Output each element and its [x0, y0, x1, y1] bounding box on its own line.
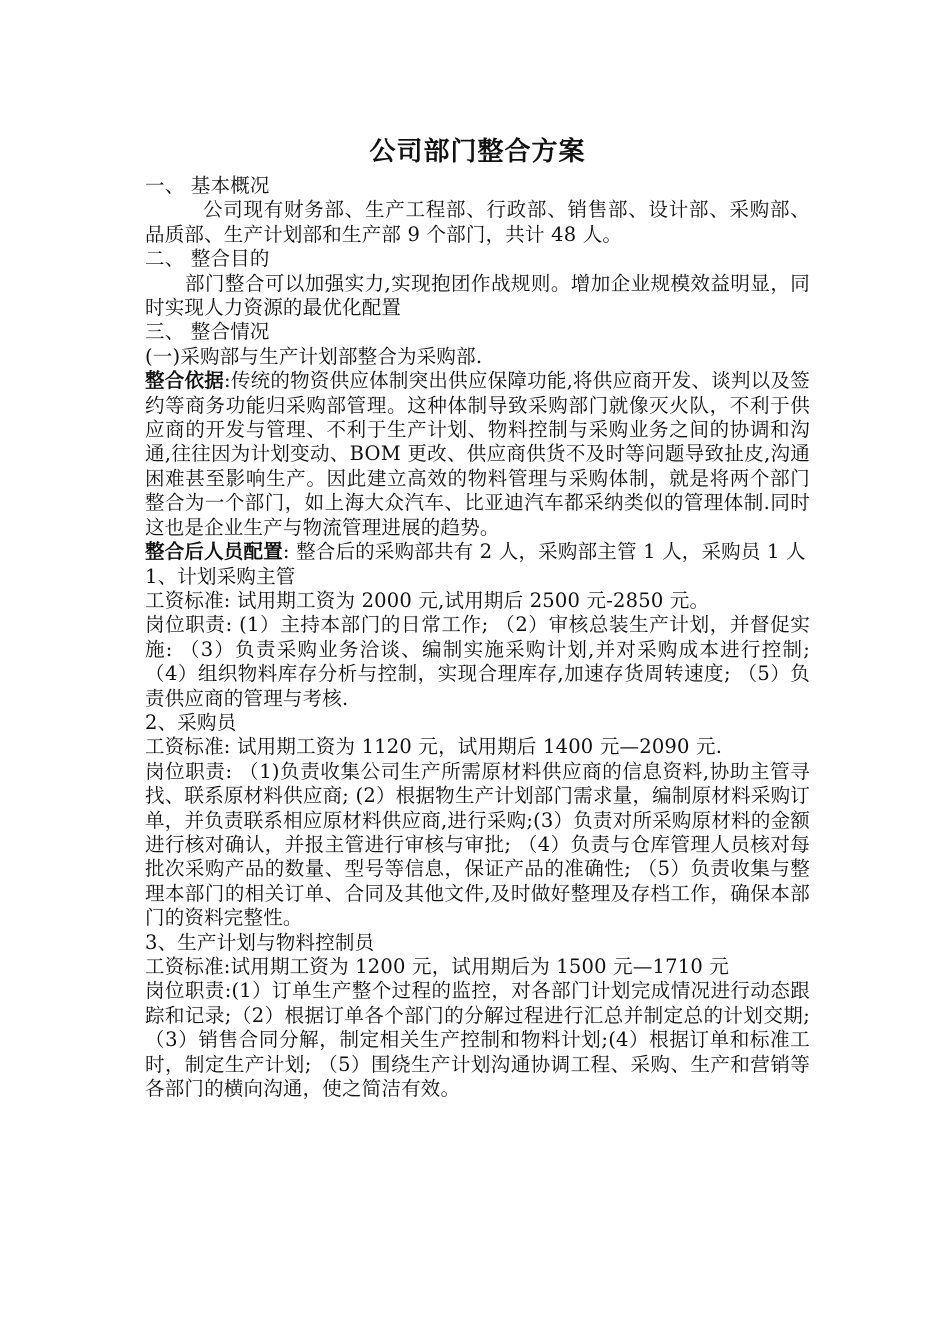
section-1-text: 公司现有财务部、生产工程部、行政部、销售部、设计部、采购部、品质部、生产计划部和生产部 9 个部门，共计 48 人。	[145, 198, 810, 246]
document-title: 公司部门整合方案	[369, 137, 586, 167]
role-1-salary: 工资标准: 试用期工资为 2000 元,试用期后 2500 元-2850 元。	[145, 588, 710, 612]
subsection-1-heading: (一)采购部与生产计划部整合为采购部.	[145, 344, 483, 368]
staff-text: : 整合后的采购部共有 2 人，采购部主管 1 人，采购员 1 人	[282, 540, 806, 564]
basis-paragraph	[145, 369, 810, 540]
role-1-title: 1、计划采购主管	[145, 564, 296, 588]
basis-label: 整合依据	[145, 369, 225, 393]
role-3-salary: 工资标准:试用期工资为 1200 元，试用期后为 1500 元—1710 元	[145, 955, 730, 978]
section-2-heading: 二、 整合目的	[145, 247, 270, 271]
section-2-text: 部门整合可以加强实力,实现抱团作战规则。增加企业规模效益明显，同时实现人力资源的最优化配置	[145, 271, 810, 320]
role-3-duties: 岗位职责:(1）订单生产整个过程的监控，对各部门计划完成情况进行动态跟踪和记录;（2）根据订单各个部门的分解过程进行汇总并制定总的计划交期; （3）销售合同分解，制定相关生产控制和物料计划;(4）根据订单和标准工时，制定生产计划; （5）围绕生产计划沟通协调工程、采购、生产和营销等各部门的横向沟通，使之简洁有效。	[145, 979, 810, 1101]
section-1-heading: 一、 基本概况	[145, 174, 270, 197]
staff-label: 整合后人员配置	[145, 540, 283, 564]
role-1-duties: 岗位职责: (1）主持本部门的日常工作; （2）审核总装生产计划，并督促实施: （3）负责采购业务洽谈、编制实施采购计划,并对采购成本进行控制;（4）组织物料库存分析与控制，实现合理库存,加速存货周转速度; （5）负责供应商的管理与考核.	[145, 613, 810, 710]
section-3-heading: 三、 整合情况	[145, 320, 270, 344]
staff-paragraph	[145, 540, 810, 564]
document-body	[145, 134, 810, 1101]
basis-text: :传统的物资供应体制突出供应保障功能,将供应商开发、谈判以及签约等商务功能归采购部管理。这种体制导致采购部门就像灭火队，不利于供应商的开发与管理、不利于生产计划、物料控制与采购业务之间的协调和沟通,往往因为计划变动、BOM 更改、供应商供货不及时等问题导致扯皮,沟通困难甚至影响生产。因此建立高效的物料管理与采购体制，就是将两个部门整合为一个部门，如上海大众汽车、比亚迪汽车都采纳类似的管理体制.同时这也是企业生产与物流管理进展的趋势。	[145, 369, 811, 539]
role-2-title: 2、采购员	[145, 710, 237, 734]
role-2-salary: 工资标准: 试用期工资为 1120 元，试用期后 1400 元—2090 元.	[145, 735, 723, 759]
role-3-title: 3、生产计划与物料控制员	[145, 930, 375, 954]
role-2-duties: 岗位职责: （1)负责收集公司生产所需原材料供应商的信息资料,协助主管寻找、联系原材料供应商; (2）根据物生产计划部门需求量，编制原材料采购订单，并负责联系相应原材料供应商,进行采购;(3）负责对所采购原材料的金额进行核对确认，并报主管进行审核与审批; （4）负责与仓库管理人员核对每批次采购产品的数量、型号等信息，保证产品的准确性; （5）负责收集与整理本部门的相关订单、合同及其他文件,及时做好整理及存档工作，确保本部门的资料完整性。	[145, 759, 810, 930]
